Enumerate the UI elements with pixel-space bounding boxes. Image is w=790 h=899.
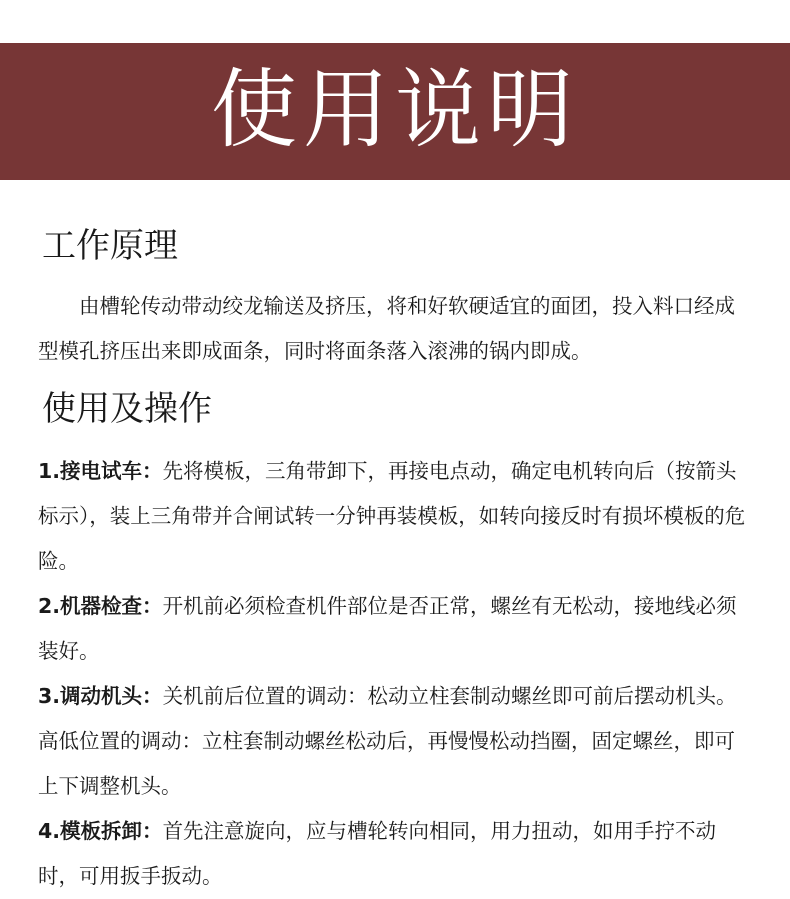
step-text: 先将模板，三角带卸下，再接电点动，确定电机转向后（按箭头标示），装上三角带并合闸试转一分钟再装模板，如转向接反时有损坏模板的危险。	[38, 459, 746, 573]
manual-content	[38, 222, 754, 899]
usage-step	[38, 674, 754, 809]
page-title: 使用说明	[211, 59, 579, 160]
principle-paragraph: 由槽轮传动带动绞龙输送及挤压，将和好软硬适宜的面团，投入料口经成型模孔挤压出来即成面条，同时将面条落入滚沸的锅内即成。	[38, 294, 735, 363]
usage-step	[38, 584, 754, 674]
step-label: 1.接电试车：	[38, 459, 163, 483]
usage-step	[38, 449, 754, 584]
step-label: 3.调动机头：	[38, 684, 163, 708]
section-heading-principle: 工作原理	[42, 226, 178, 266]
usage-steps	[38, 449, 754, 899]
step-text: 首先注意旋向，应与槽轮转向相同，用力扭动，如用手拧不动时，可用扳手扳动。	[38, 819, 717, 888]
section-heading-usage: 使用及操作	[42, 389, 212, 429]
step-text: 关机前后位置的调动：松动立柱套制动螺丝即可前后摆动机头。高低位置的调动：立柱套制动螺丝松动后，再慢慢松动挡圈，固定螺丝，即可上下调整机头。	[38, 684, 737, 798]
step-label: 2.机器检查：	[38, 594, 163, 618]
step-label: 4.模板拆卸：	[38, 819, 163, 843]
title-banner	[0, 43, 790, 180]
usage-step	[38, 809, 754, 899]
step-text: 开机前必须检查机件部位是否正常，螺丝有无松动，接地线必须装好。	[38, 594, 737, 663]
